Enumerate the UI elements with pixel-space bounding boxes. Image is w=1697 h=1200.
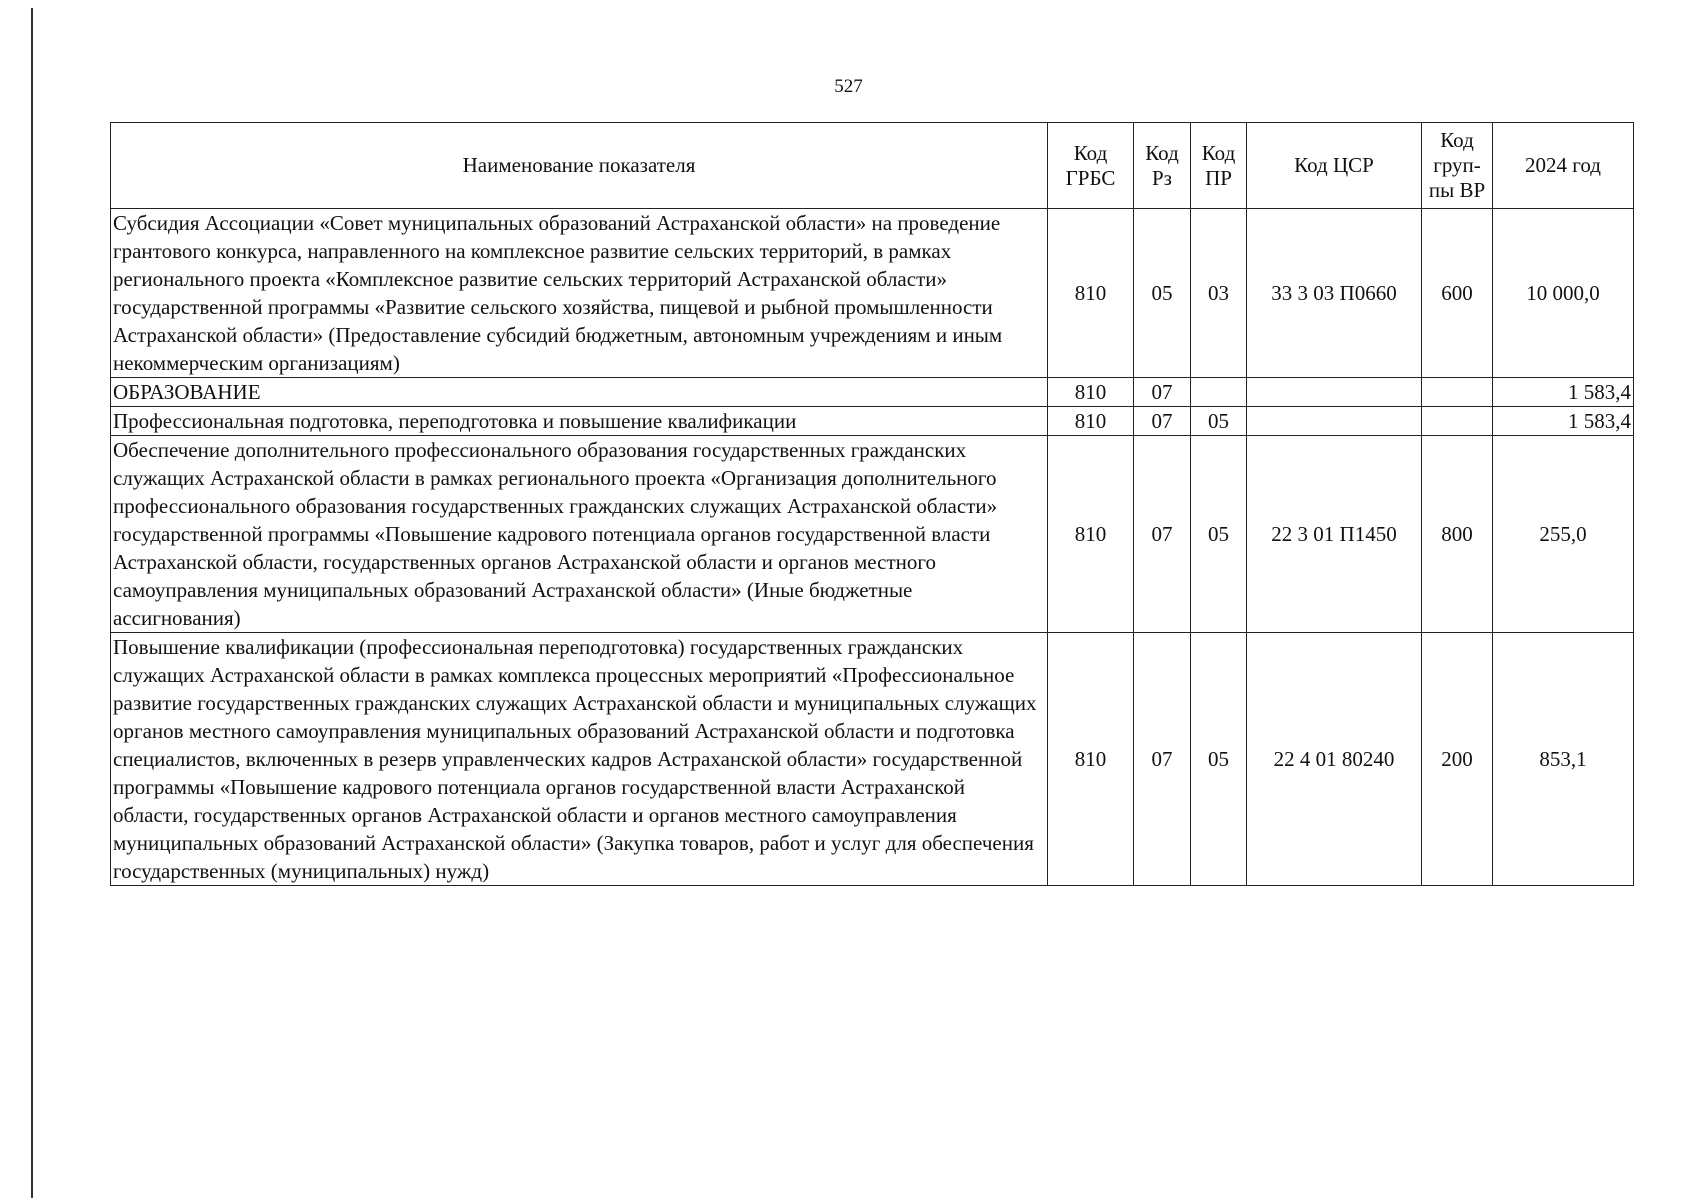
row-pr: 05: [1191, 436, 1247, 633]
row-amount: 10 000,0: [1493, 209, 1634, 378]
row-csr: 22 3 01 П1450: [1247, 436, 1422, 633]
row-rz: 07: [1134, 378, 1191, 407]
table-row: [111, 407, 1634, 436]
row-csr: [1247, 407, 1422, 436]
table-row: [111, 378, 1634, 407]
table-row: [111, 633, 1634, 886]
row-name: Профессиональная подготовка, переподготовка и повышение квалификации: [111, 407, 1048, 436]
header-year: 2024 год: [1493, 123, 1634, 209]
row-pr: 05: [1191, 633, 1247, 886]
row-pr: [1191, 378, 1247, 407]
row-name: Обеспечение дополнительного профессионального образования государственных гражданских служащих Астраханской области в рамках регионального проекта «Организация дополнительного профессионального образования государственных гражданских служащих Астраханской области» государственной программы «Повышение кадрового потенциала органов государственной власти Астраханской области, государственных органов Астраханской области и органов местного самоуправления муниципальных образований Астраханской области» (Иные бюджетные ассигнования): [111, 436, 1048, 633]
row-vr: 600: [1422, 209, 1493, 378]
header-vr: Код груп-пы ВР: [1422, 123, 1493, 209]
page-number: 527: [834, 76, 863, 97]
row-name: Повышение квалификации (профессиональная переподготовка) государственных гражданских служащих Астраханской области в рамках комплекса процессных мероприятий «Профессиональное развитие государственных гражданских служащих Астраханской области и муниципальных служащих органов местного самоуправления муниципальных образований Астраханской области и подготовка специалистов, включенных в резерв управленческих кадров Астраханской области» государственной программы «Повышение кадрового потенциала органов государственной власти Астраханской области, государственных органов Астраханской области и органов местного самоуправления муниципальных образований Астраханской области» (Закупка товаров, работ и услуг для обеспечения государственных (муниципальных) нужд): [111, 633, 1048, 886]
row-rz: 07: [1134, 633, 1191, 886]
row-grbs: 810: [1048, 378, 1134, 407]
row-amount: 853,1: [1493, 633, 1634, 886]
left-margin-line: [31, 8, 33, 1198]
row-name: Субсидия Ассоциации «Совет муниципальных образований Астраханской области» на проведение грантового конкурса, направленного на комплексное развитие сельских территорий, в рамках регионального проекта «Комплексное развитие сельских территорий Астраханской области» государственной программы «Развитие сельского хозяйства, пищевой и рыбной промышленности Астраханской области» (Предоставление субсидий бюджетным, автономным учреждениям и иным некоммерческим организациям): [111, 209, 1048, 378]
row-amount: 255,0: [1493, 436, 1634, 633]
row-rz: 07: [1134, 407, 1191, 436]
row-pr: 05: [1191, 407, 1247, 436]
table-row: [111, 436, 1634, 633]
row-amount: 1 583,4: [1493, 378, 1634, 407]
header-grbs: Код ГРБС: [1048, 123, 1134, 209]
row-grbs: 810: [1048, 209, 1134, 378]
header-csr: Код ЦСР: [1247, 123, 1422, 209]
row-grbs: 810: [1048, 633, 1134, 886]
header-name: Наименование показателя: [111, 123, 1048, 209]
row-vr: 800: [1422, 436, 1493, 633]
row-grbs: 810: [1048, 436, 1134, 633]
row-vr: [1422, 407, 1493, 436]
row-name: ОБРАЗОВАНИЕ: [111, 378, 1048, 407]
row-csr: 22 4 01 80240: [1247, 633, 1422, 886]
row-csr: [1247, 378, 1422, 407]
row-vr: 200: [1422, 633, 1493, 886]
header-pr: Код ПР: [1191, 123, 1247, 209]
row-amount: 1 583,4: [1493, 407, 1634, 436]
row-rz: 05: [1134, 209, 1191, 378]
header-rz: Код Рз: [1134, 123, 1191, 209]
row-pr: 03: [1191, 209, 1247, 378]
row-vr: [1422, 378, 1493, 407]
row-csr: 33 3 03 П0660: [1247, 209, 1422, 378]
budget-table: [110, 122, 1634, 886]
header-row: [111, 123, 1634, 209]
table-row: [111, 209, 1634, 378]
row-grbs: 810: [1048, 407, 1134, 436]
row-rz: 07: [1134, 436, 1191, 633]
